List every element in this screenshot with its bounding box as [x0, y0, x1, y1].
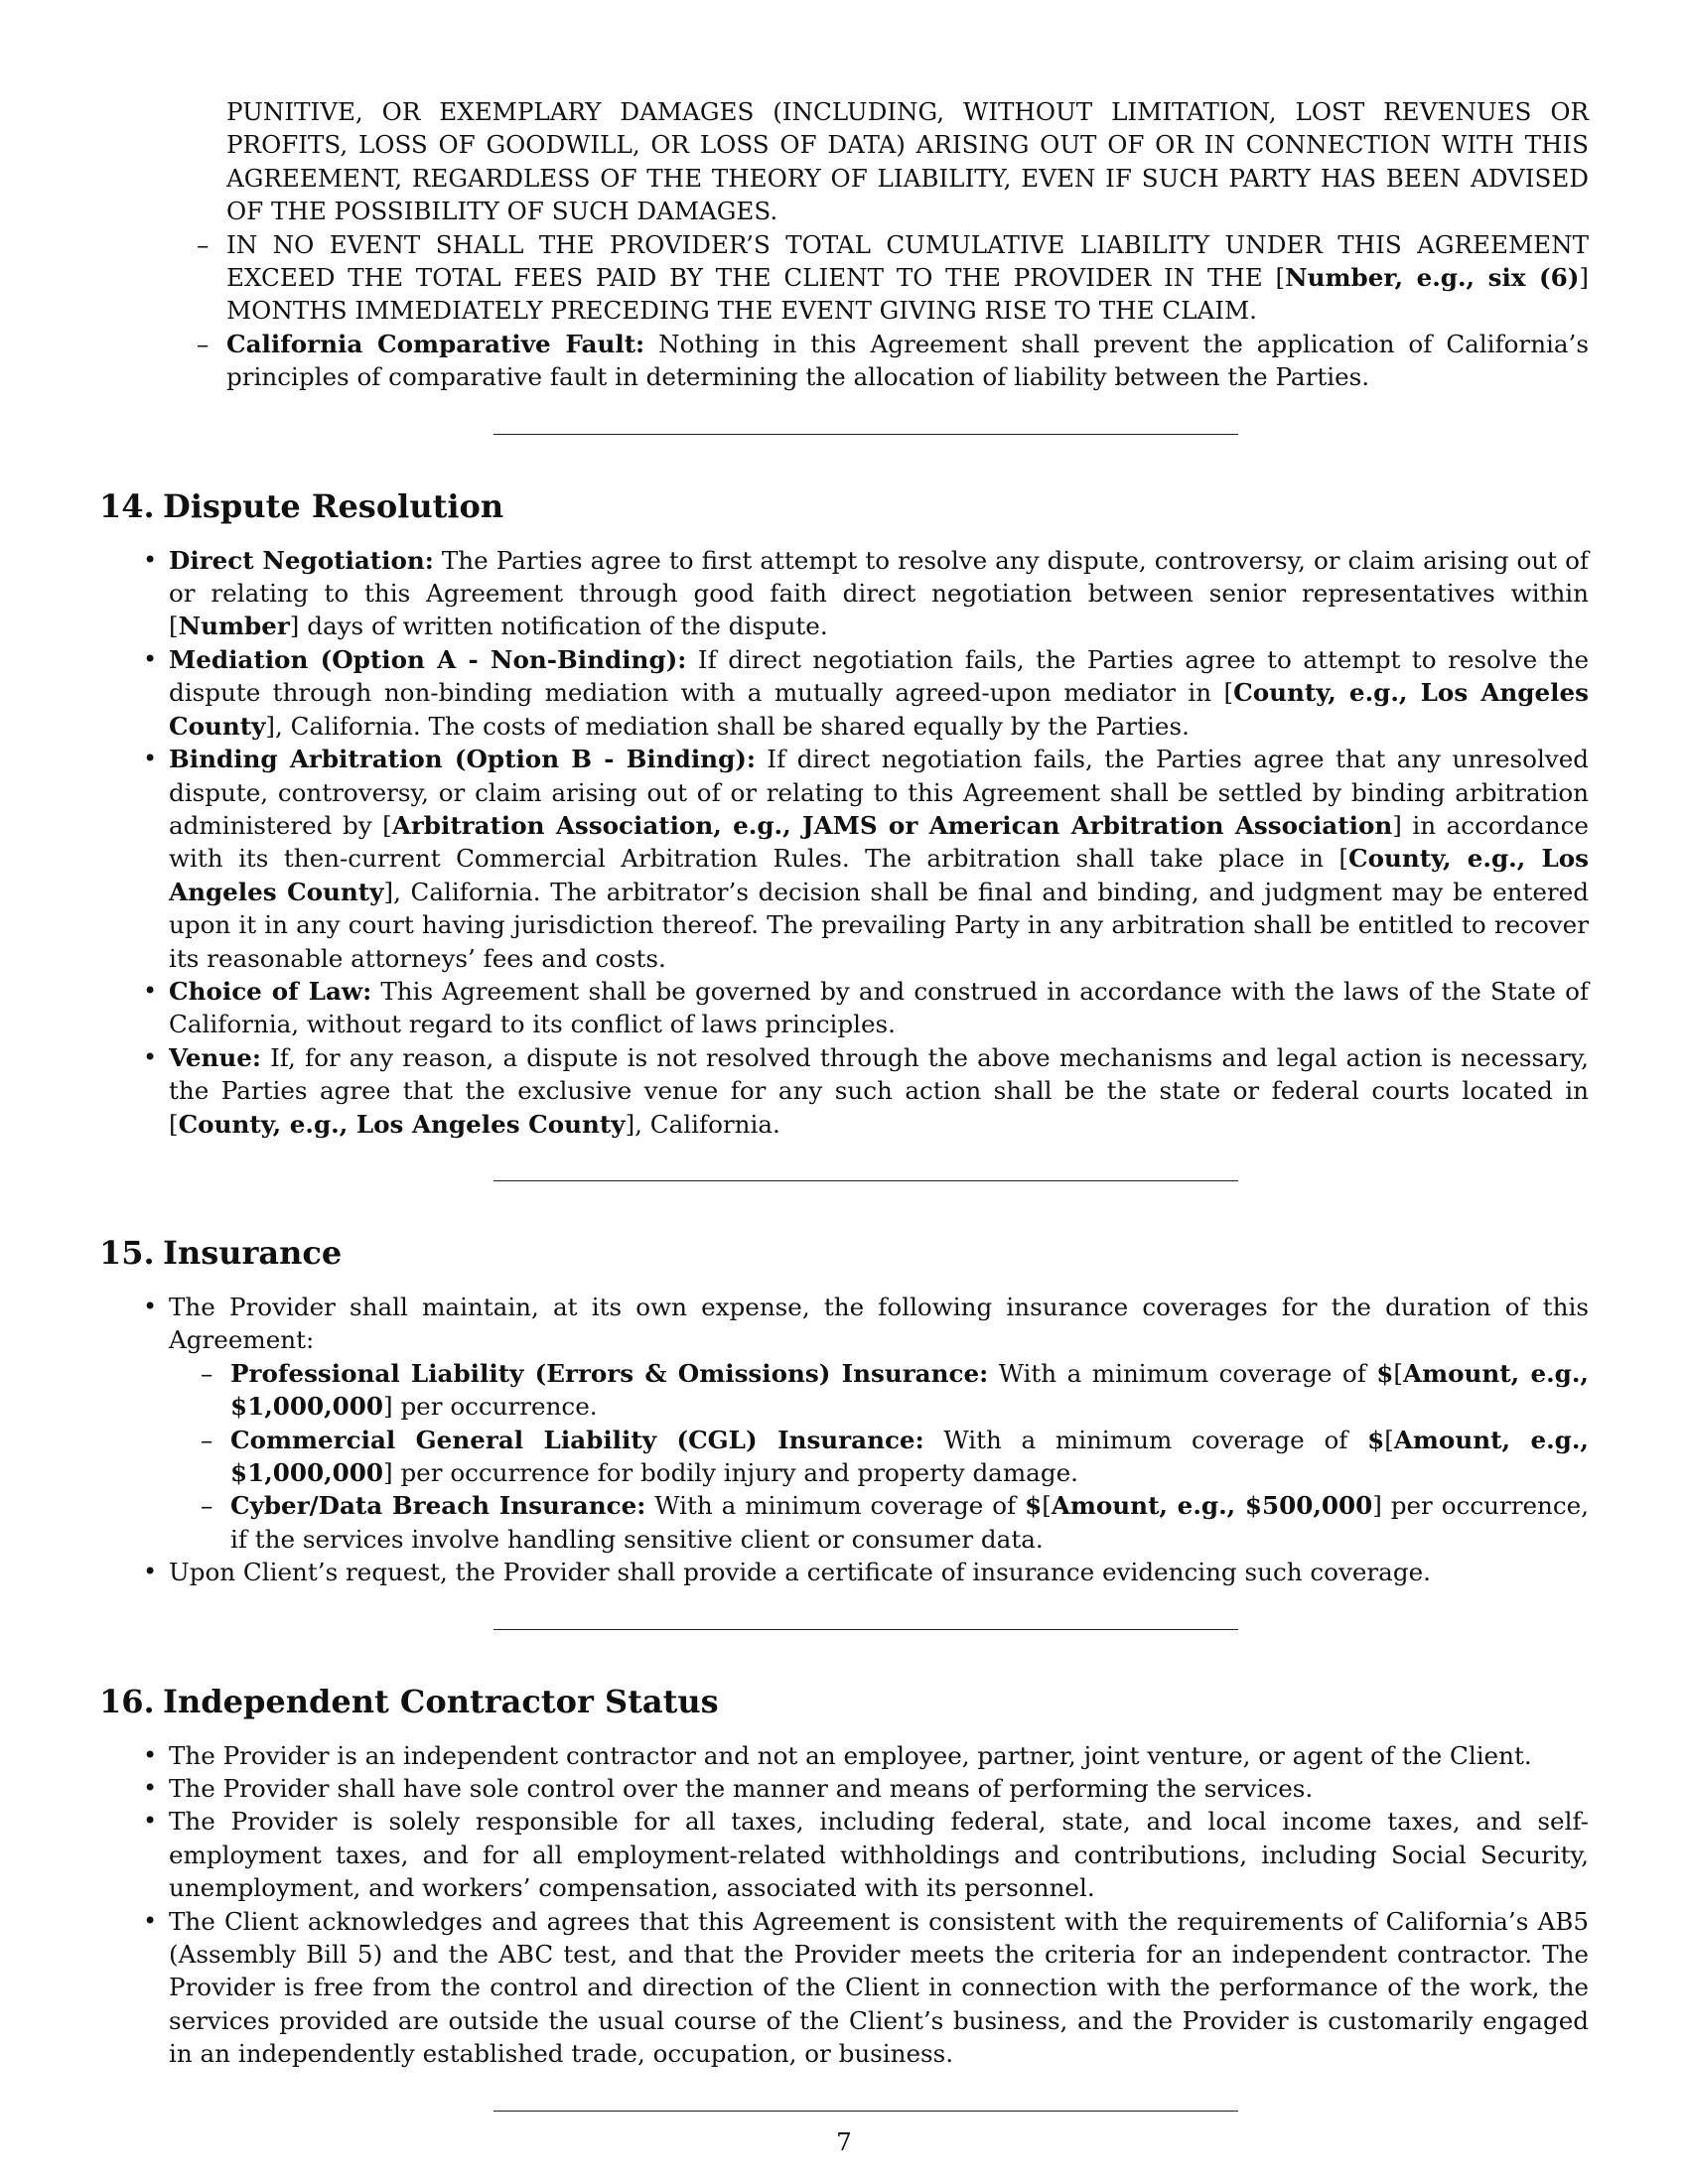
liability-continuation-list: [99, 95, 1589, 394]
section-divider: [493, 1629, 1238, 1630]
independent-contractor-list: [99, 1739, 1589, 2071]
list-item: PUNITIVE, OR EXEMPLARY DAMAGES (INCLUDING, WITHOUT LIMITATION, LOST REVENUES OR PROFITS, LOSS OF GOODWILL, OR LOSS OF DATA) ARISING OUT OF OR IN CONNECTION WITH THIS AGREEMENT, REGARDLESS OF THE THEORY OF LIABILITY, EVEN IF SUCH PARTY HAS BEEN ADVISED OF THE POSSIBILITY OF SUCH DAMAGES.: [226, 97, 1589, 226]
list-item: – California Comparative Fault: Nothing in this Agreement shall prevent the application of California’s principles of comparative fault in determining the allocation of liability between the Parties.: [226, 328, 1589, 394]
dispute-resolution-list: [99, 544, 1589, 1141]
list-item: – Professional Liability (Errors & Omissions) Insurance: With a minimum coverage of $[Amount, e.g., $1,000,000] per occurrence.: [230, 1357, 1589, 1424]
list-item: • Venue: If, for any reason, a dispute is not resolved through the above mechanisms and legal action is necessary, the Parties agree that the exclusive venue for any such action shall be the state or federal courts located in [County, e.g., Los Angeles County], California.: [169, 1041, 1589, 1141]
section-divider: [493, 434, 1238, 435]
list-item: • The Provider is solely responsible for all taxes, including federal, state, and local income taxes, and self-employment taxes, and for all employment-related withholdings and contributions, including Social Security, unemployment, and workers’ compensation, associated with its personnel.: [169, 1805, 1589, 1904]
list-item: • Direct Negotiation: The Parties agree to first attempt to resolve any dispute, controversy, or claim arising out of or relating to this Agreement through good faith direct negotiation between senior representatives within [Number] days of written notification of the dispute.: [169, 544, 1589, 643]
page-number: 7: [836, 2127, 852, 2156]
section-divider: [493, 1180, 1238, 1181]
section-divider: [493, 2111, 1238, 2112]
list-item: – Cyber/Data Breach Insurance: With a minimum coverage of $[Amount, e.g., $500,000] per occurrence, if the services involve handling sensitive client or consumer data.: [230, 1489, 1589, 1556]
list-item: – IN NO EVENT SHALL THE PROVIDER’S TOTAL CUMULATIVE LIABILITY UNDER THIS AGREEMENT EXCEED THE TOTAL FEES PAID BY THE CLIENT TO THE PROVIDER IN THE [Number, e.g., six (6)] MONTHS IMMEDIATELY PRECEDING THE EVENT GIVING RISE TO THE CLAIM.: [226, 228, 1589, 328]
list-item: • The Provider is an independent contractor and not an employee, partner, joint venture, or agent of the Client.: [169, 1739, 1589, 1772]
insurance-list: [99, 1291, 1589, 1589]
list-item: • The Provider shall have sole control over the manner and means of performing the services.: [169, 1772, 1589, 1805]
list-item: • The Provider shall maintain, at its own expense, the following insurance coverages for the duration of this Agreement: – Professional Liability (Errors & Omissions) Insurance: With a minimum coverage of $[Amount, e.g., $1,000,000] per occurrence. – Commercial General Liability (CGL) Insurance: With a minimum coverage of $[Amount, e.g., $1,000,000] per occurrence for bodily injury and property damage. – Cyber/Data Breach Insurance: With a minimum coverage of $[Amount, e.g., $500,000] per occurrence, if the services involve handling sensitive client or consumer data.: [169, 1291, 1589, 1556]
list-item: • Binding Arbitration (Option B - Binding): If direct negotiation fails, the Parties agree that any unresolved dispute, controversy, or claim arising out of or relating to this Agreement shall be settled by binding arbitration administered by [Arbitration Association, e.g., JAMS or American Arbitration Association] in accordance with its then-current Commercial Arbitration Rules. The arbitration shall take place in [County, e.g., Los Angeles County], California. The arbitrator’s decision shall be final and binding, and judgment may be entered upon it in any court having jurisdiction thereof. The prevailing Party in any arbitration shall be entitled to recover its reasonable attorneys’ fees and costs.: [169, 743, 1589, 975]
section-heading-independent-contractor: 16. Independent Contractor Status: [99, 1682, 719, 1720]
list-item: • Upon Client’s request, the Provider shall provide a certificate of insurance evidencing such coverage.: [169, 1556, 1589, 1588]
list-item: • Mediation (Option A - Non-Binding): If direct negotiation fails, the Parties agree to attempt to resolve the dispute through non-binding mediation with a mutually agreed-upon mediator in [County, e.g., Los Angeles County], California. The costs of mediation shall be shared equally by the Parties.: [169, 643, 1589, 743]
list-item: • The Client acknowledges and agrees that this Agreement is consistent with the requirements of California’s AB5 (Assembly Bill 5) and the ABC test, and that the Provider meets the criteria for an independent contractor. The Provider is free from the control and direction of the Client in connection with the performance of the work, the services provided are outside the usual course of the Client’s business, and the Provider is customarily engaged in an independently established trade, occupation, or business.: [169, 1905, 1589, 2071]
list-item: – Commercial General Liability (CGL) Insurance: With a minimum coverage of $[Amount, e.g., $1,000,000] per occurrence for bodily injury and property damage.: [230, 1424, 1589, 1490]
section-heading-dispute-resolution: 14. Dispute Resolution: [99, 486, 504, 525]
list-item: • Choice of Law: This Agreement shall be governed by and construed in accordance with the laws of the State of California, without regard to its conflict of laws principles.: [169, 975, 1589, 1041]
insurance-coverage-list: [169, 1357, 1589, 1556]
document-page: [99, 95, 1589, 2163]
section-heading-insurance: 15. Insurance: [99, 1233, 343, 1272]
